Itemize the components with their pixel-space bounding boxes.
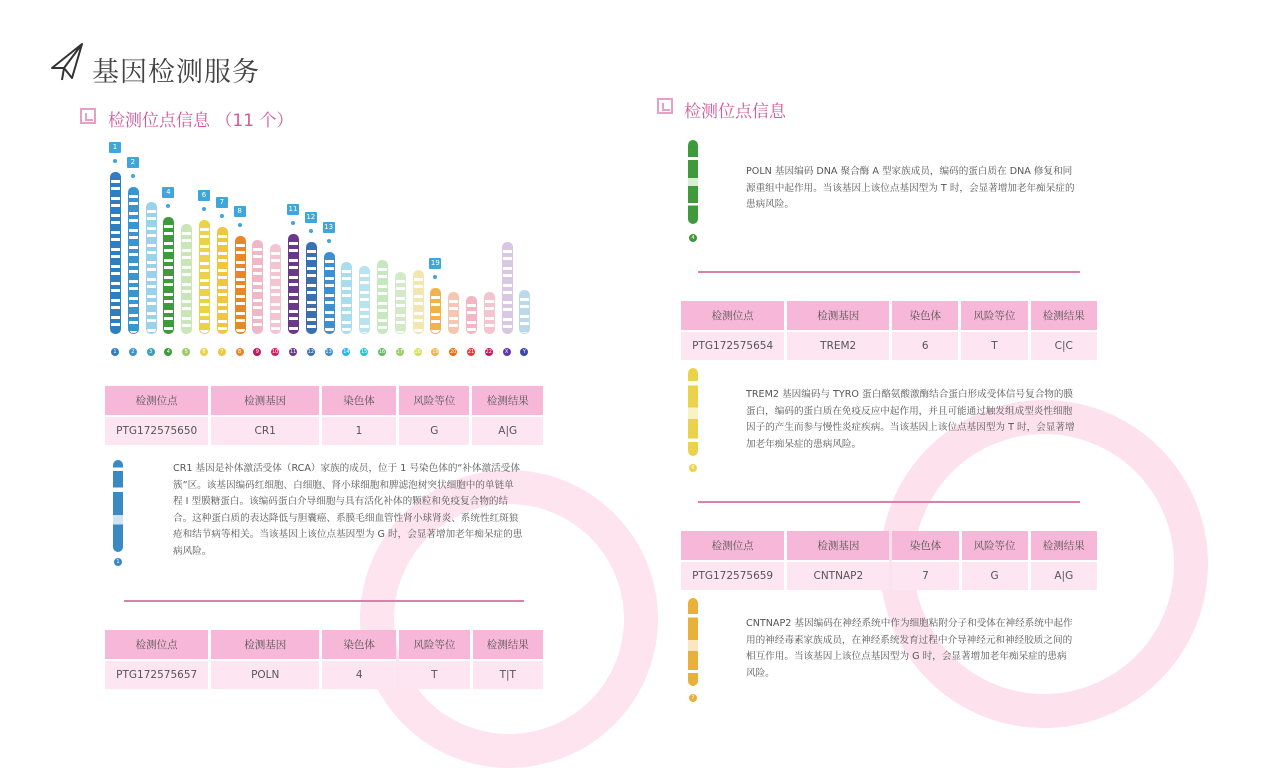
table-header-cell: 检测位点 [681, 301, 784, 330]
locus-tag-12: 12 [306, 213, 316, 221]
chromosome-3 [146, 202, 157, 334]
table-header-cell: 检测结果 [472, 386, 543, 415]
chromosome-number-dot: X [503, 348, 511, 356]
chromosome-7-thumb [688, 598, 698, 686]
table-cell: A|G [472, 415, 543, 445]
locus-tag-11: 11 [288, 205, 298, 213]
chromosome-number-dot: 3 [147, 348, 155, 356]
chromosome-number-dot: 4 [164, 348, 172, 356]
chromosome-7-label: 7 [689, 694, 697, 702]
locus-marker-dot [220, 214, 224, 218]
table-cell: G [962, 560, 1028, 590]
chromosome-18 [413, 270, 424, 334]
table-cell: PTG172575650 [105, 415, 208, 445]
table-header-cell: 风险等位 [961, 301, 1027, 330]
locus-tag-6: 6 [198, 190, 210, 201]
table-header-cell: 检测位点 [681, 531, 784, 560]
locus-tag-19: 19 [430, 259, 440, 267]
locus-marker-dot [131, 174, 135, 178]
chromosome-1-thumb [113, 460, 123, 552]
table-cell: C|C [1031, 330, 1097, 360]
table-header-cell: 检测基因 [211, 386, 319, 415]
chromosome-number-dot: 21 [467, 349, 475, 355]
locus-tag-4: 4 [162, 187, 174, 198]
locus-marker-dot [238, 223, 242, 227]
chromosome-Y [519, 290, 530, 334]
cntnap2-description: CNTNAP2 基因编码在神经系统中作为细胞粘附分子和受体在神经系统中起作用的神经毒素家族成员，在神经系统发育过程中介导神经元和神经胶质之间的相互作用。当该基因上该位点基因型为 G 时，会显著增加老年痴呆症的患病风险。 [746, 618, 1073, 679]
chromosome-number-dot: 18 [414, 349, 421, 355]
chromosome-number-dot: 2 [129, 348, 137, 356]
table-header-cell: 检测结果 [1031, 531, 1097, 560]
table-header-cell: 染色体 [892, 531, 958, 560]
table-cell: G [399, 415, 469, 445]
page-title: 基因检测服务 [92, 57, 260, 88]
chromosome-7 [217, 227, 228, 334]
chromosome-number-dot: 11 [289, 349, 297, 355]
table-cell: PTG172575654 [681, 330, 784, 360]
locus-marker-dot [166, 204, 170, 208]
chromosome-number-dot: 17 [396, 349, 403, 355]
table-cell: TREM2 [787, 330, 889, 360]
section-divider [124, 600, 524, 602]
chromosome-number-dot: 15 [361, 349, 368, 355]
chromosome-20 [448, 292, 459, 334]
chromosome-number-dot: 16 [378, 349, 386, 355]
chromosome-number-dot: 1 [111, 348, 119, 356]
table-header-cell: 风险等位 [399, 386, 469, 415]
chromosome-6-label: 6 [689, 464, 697, 472]
chromosome-X [502, 242, 513, 334]
chromosome-14 [341, 262, 352, 334]
cr1-description: CR1 基因是补体激活受体（RCA）家族的成员，位于 1 号染色体的“补体激活受体簇”区。该基因编码红细胞、白细胞、肾小球细胞和脾滤泡树突状细胞中的单链单程 I 型膜糖蛋白。该编码蛋白介导细胞与具有活化补体的颗粒和免疫复合物的结合。这种蛋白质的表达降低与胆囊癌、系膜毛细血管性肾小球肾炎、系统性红斑狼疮和结节病等相关。当该基因上该位点基因型为 G 时，会显著增加老年痴呆症的患病风险。 [173, 463, 523, 557]
table-cell: 6 [892, 330, 958, 360]
chromosome-number-dot: Y [520, 348, 528, 356]
chromosome-number-dot: 7 [218, 348, 226, 356]
chromosome-number-dot: 10 [272, 349, 279, 355]
table-header-cell: 染色体 [892, 301, 958, 330]
section-divider [698, 501, 1080, 503]
section-divider [698, 271, 1080, 273]
table-header-cell: 检测基因 [787, 301, 889, 330]
result-table-poln [102, 630, 546, 689]
chromosome-number-dot: 12 [307, 349, 314, 355]
chromosome-4-label: 4 [689, 234, 697, 242]
result-table-cr1 [102, 386, 546, 445]
table-header-cell: 检测位点 [105, 630, 208, 659]
table-header-cell: 风险等位 [399, 630, 469, 659]
table-cell: PTG172575657 [105, 659, 208, 689]
trem2-description: TREM2 基因编码与 TYRO 蛋白酪氨酸激酶结合蛋白形成受体信号复合物的膜蛋白，编码的蛋白质在免疫反应中起作用，并且可能通过触发组成型炎性细胞因子的产生而参与慢性炎症疾病。当该基因上该位点基因型为 T 时，会显著增加老年痴呆症的患病风险。 [746, 389, 1075, 450]
locus-tag-13: 13 [324, 223, 334, 231]
chromosome-number-dot: 8 [236, 348, 244, 356]
chromosome-number-dot: 22 [485, 349, 492, 355]
chromosome-19 [430, 288, 441, 334]
locus-marker-dot [309, 229, 313, 233]
locus-tag-2: 2 [127, 157, 139, 168]
chromosome-11 [288, 234, 299, 334]
table-header-cell: 检测基因 [211, 630, 319, 659]
chromosome-icon [80, 108, 96, 124]
chromosome-1 [110, 172, 121, 334]
table-cell: CNTNAP2 [787, 560, 889, 590]
chromosome-12 [306, 242, 317, 334]
table-cell: CR1 [211, 415, 319, 445]
locus-marker-dot [433, 275, 437, 279]
chromosome-icon [657, 98, 673, 114]
chromosome-9 [252, 240, 263, 334]
chromosome-15 [359, 266, 370, 334]
chromosome-6-thumb [688, 368, 698, 456]
table-cell: T [399, 659, 469, 689]
chromosome-1-label: 1 [114, 558, 122, 566]
locus-marker-dot [202, 207, 206, 211]
poln-description: POLN 基因编码 DNA 聚合酶 A 型家族成员，编码的蛋白质在 DNA 修复和同源重组中起作用。当该基因上该位点基因型为 T 时，会显著增加老年痴呆症的患病风险。 [746, 166, 1075, 210]
left-section-title: 检测位点信息 （11 个） [108, 111, 294, 131]
chromosome-number-dot: 6 [200, 348, 208, 356]
chromosome-16 [377, 260, 388, 334]
chromosome-13 [324, 252, 335, 334]
chromosome-4-thumb [688, 140, 698, 224]
locus-marker-dot [113, 159, 117, 163]
chromosome-8 [235, 236, 246, 334]
table-cell: 4 [322, 659, 396, 689]
table-cell: A|G [1031, 560, 1097, 590]
paper-plane-icon [50, 42, 84, 82]
chromosome-number-dot: 19 [432, 349, 439, 355]
locus-tag-7: 7 [216, 197, 228, 208]
table-header-cell: 风险等位 [962, 531, 1028, 560]
table-cell: 7 [892, 560, 958, 590]
locus-marker-dot [327, 239, 331, 243]
locus-tag-8: 8 [234, 206, 246, 217]
chromosome-number-dot: 13 [325, 349, 332, 355]
chromosome-number-dot: 9 [253, 348, 261, 356]
chromosome-5 [181, 224, 192, 334]
table-header-cell: 检测结果 [473, 630, 543, 659]
chromosome-21 [466, 296, 477, 334]
table-header-cell: 染色体 [322, 386, 396, 415]
table-cell: PTG172575659 [681, 560, 784, 590]
locus-tag-1: 1 [109, 142, 121, 153]
chromosome-17 [395, 272, 406, 334]
chromosome-2 [128, 187, 139, 334]
chromosome-4 [163, 217, 174, 334]
chromosome-number-dot: 5 [182, 348, 190, 356]
chromosome-6 [199, 220, 210, 334]
chromosome-number-dot: 20 [450, 349, 457, 355]
chromosome-number-dot: 14 [343, 349, 350, 355]
right-section-title: 检测位点信息 [684, 102, 786, 122]
chromosome-22 [484, 292, 495, 334]
table-header-cell: 检测位点 [105, 386, 208, 415]
table-header-cell: 染色体 [322, 630, 396, 659]
table-header-cell: 检测结果 [1031, 301, 1097, 330]
table-cell: POLN [211, 659, 319, 689]
table-header-cell: 检测基因 [787, 531, 889, 560]
table-cell: 1 [322, 415, 396, 445]
result-table-cntnap2 [678, 531, 1100, 590]
result-table-trem2 [678, 301, 1100, 360]
karyotype-chart [104, 140, 544, 365]
chromosome-10 [270, 244, 281, 334]
locus-marker-dot [291, 221, 295, 225]
table-cell: T [961, 330, 1027, 360]
table-cell: T|T [473, 659, 543, 689]
